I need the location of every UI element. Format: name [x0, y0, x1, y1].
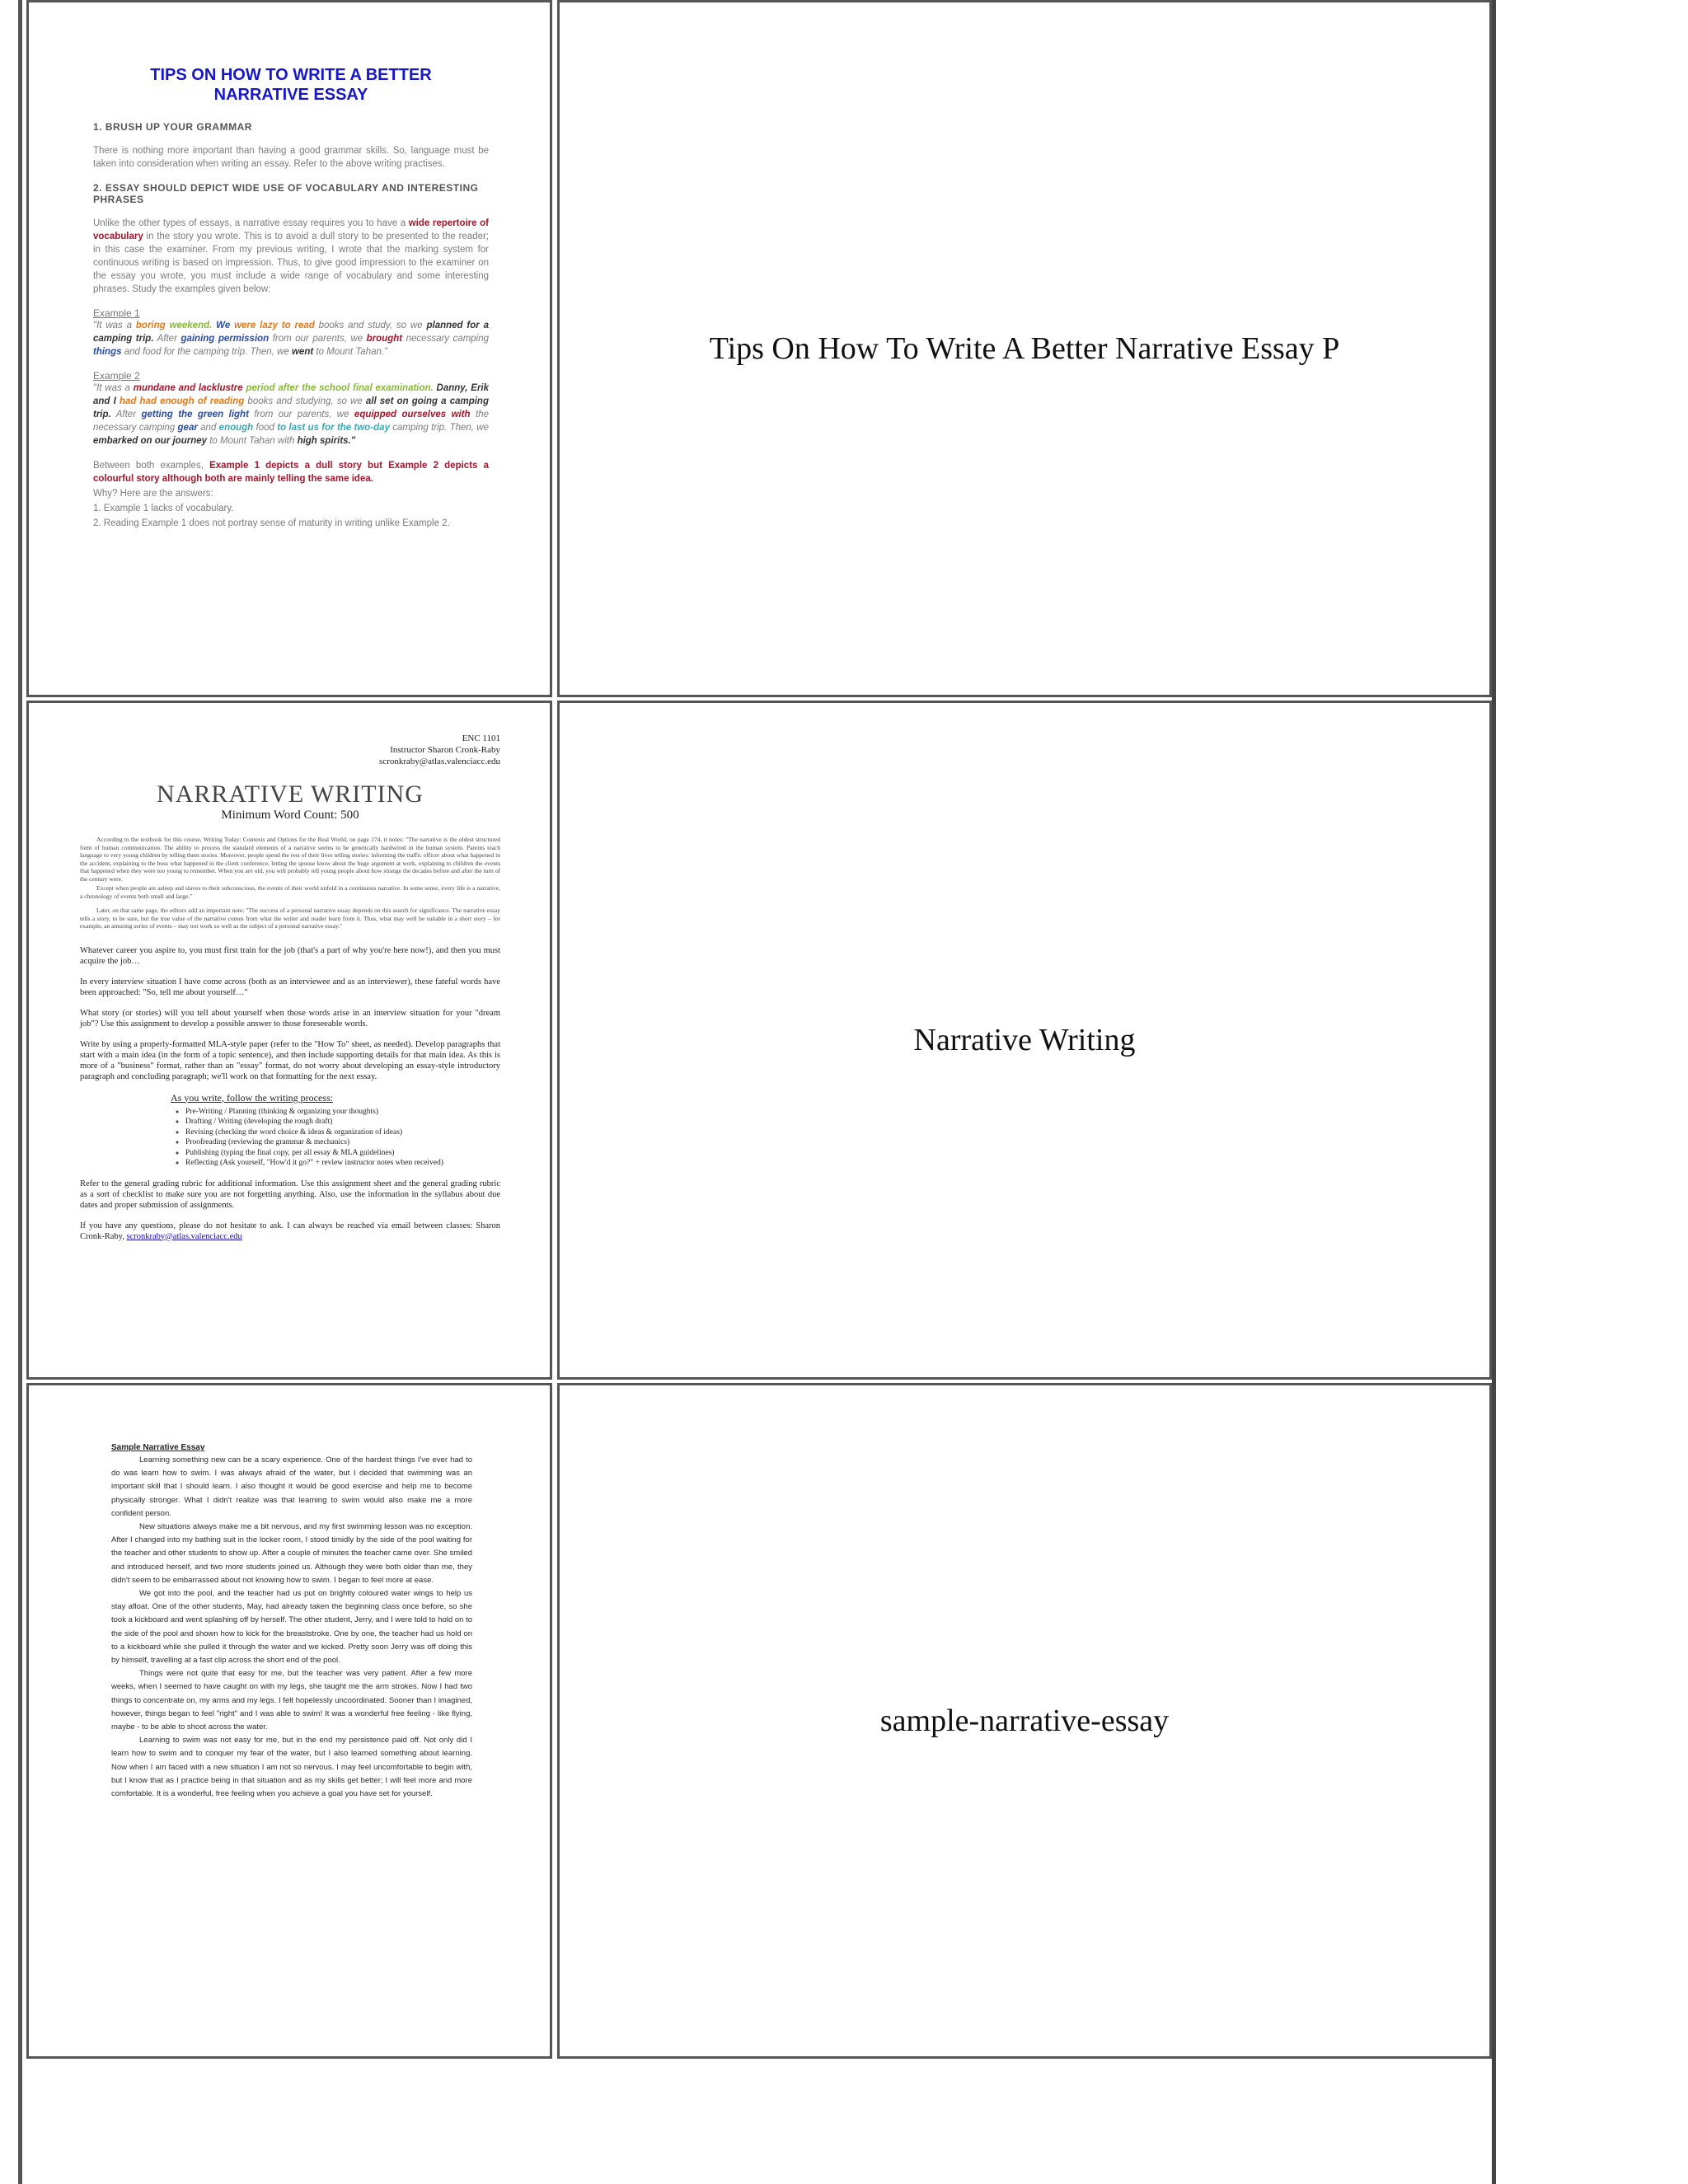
text-span: Unlike the other types of essays, a narrative essay requires you to have a	[93, 218, 406, 228]
gallery-row	[26, 701, 1492, 1380]
highlight-span: Danny, Erik and I	[93, 383, 490, 406]
paragraph	[93, 459, 489, 485]
paragraph: There is nothing more important than having a good grammar skills. So, language must be taken into consideration when writing an essay. Refer to the above writing practises.	[93, 146, 489, 169]
caption-cell[interactable]	[557, 0, 1492, 697]
highlight-span: brought	[366, 334, 403, 344]
writing-process-list	[171, 1092, 500, 1169]
text-span: books and study, so we	[314, 321, 427, 330]
highlight-span: all set on going a camping trip.	[93, 396, 489, 419]
paragraph: Whatever career you aspire to, you must first train for the job (that's a part of why you're here now!), and then you must acquire the job…	[80, 945, 500, 966]
list-item: ◦ Publishing (typing the final copy, per all essay & MLA guidelines)	[185, 1148, 500, 1159]
highlight-span: boring	[135, 321, 166, 330]
instructor-email: scronkraby@atlas.valenciacc.edu	[379, 757, 500, 766]
example-1-text	[93, 319, 489, 359]
caption-cell[interactable]	[557, 1383, 1492, 2059]
thumbnail-tips-narrative-essay[interactable]	[26, 0, 552, 697]
paragraph: Later, on that same page, the editors add an important note: "The success of a personal narrative essay depends on this search for significance. The narrative essay tells a story, to be sure, but the true value of the narrative comes from what the writer and reader learn from it. Thus, what may well be suitable in a short story – for example, an amusing series of events – may not work so well as the subject of a personal narrative essay."	[80, 907, 500, 930]
highlight-span: gaining permission	[181, 334, 270, 344]
text-span: After	[153, 334, 181, 344]
example-label: Example 2	[93, 370, 140, 382]
doc-title-line2: NARRATIVE ESSAY	[213, 86, 368, 104]
paragraph: What story (or stories) will you tell about yourself when those words arise in an interview situation for your "dream job"? Use this assignment to develop a possible answer to those foreseeable words.	[80, 1008, 500, 1029]
list-item: ◦ Pre-Writing / Planning (thinking & organizing your thoughts)	[185, 1107, 500, 1118]
paragraph: We got into the pool, and the teacher had us put on brightly coloured water wings to help us stay afloat. One of the other students, May, had already taken the beginning class once before, so she took a kickboard and went splashing off by herself. The other student, Jerry, and I were told to hold on to the side of the pool and shown how to kick for the breaststroke. One by one, the teacher had us hold on to a kickboard while she pulled it through the water and we kicked. Pretty soon Jerry was off doing this by himself, travelling at a fast clip across the short end of the pool.	[111, 1589, 472, 1666]
thumbnail-narrative-writing[interactable]	[26, 701, 552, 1380]
section-heading: 2. ESSAY SHOULD DEPICT WIDE USE OF VOCABULARY AND INTERESTING PHRASES	[93, 182, 479, 205]
doc-title: NARRATIVE WRITING	[157, 780, 424, 808]
text-span: the necessary camping	[93, 410, 490, 433]
highlight-span: Example 1 depicts a dull story but Example 2 depicts a colourful story although both are mainly telling the same idea.	[93, 461, 489, 484]
page-frame-right-border	[1492, 0, 1496, 2184]
highlight-span: We	[212, 321, 235, 330]
highlight-span: wide repertoire of vocabulary	[93, 218, 489, 241]
text-span: and	[197, 423, 219, 433]
gallery-row	[26, 1383, 1492, 2059]
document-preview	[111, 1443, 472, 1801]
image-caption[interactable]: Tips On How To Write A Better Narrative Essay P	[709, 331, 1340, 366]
paragraph	[93, 217, 489, 296]
highlight-span: getting the green light	[141, 410, 249, 419]
text-span: to Mount Tahan with	[207, 436, 298, 446]
highlight-span: were lazy to read	[234, 321, 315, 330]
paragraph: Learning something new can be a scary experience. One of the hardest things I've ever had to do was learn how to swim. I was always afraid of the water, but I decided that swimming was an important skill that I should learn. I also thought it would be good exercise and help me to become physically stronger. What I didn't realize was that learning to swim would also make me a more confident person.	[111, 1455, 472, 1518]
list-item: ◦ Revising (checking the word choice & ideas & organization of ideas)	[185, 1127, 500, 1138]
text-span: from our parents, we	[269, 334, 367, 344]
text-span: Between both examples,	[93, 461, 204, 471]
list-item: 2. Reading Example 1 does not portray sense of maturity in writing unlike Example 2.	[93, 518, 450, 528]
example-2-text	[93, 382, 489, 448]
highlight-span: high spirits."	[297, 436, 356, 446]
highlight-span: to last us for the two-day	[277, 423, 390, 433]
text-span: food	[253, 423, 278, 433]
text-span: After	[110, 410, 142, 419]
list-item: ◦ Drafting / Writing (developing the rough draft)	[185, 1117, 500, 1127]
page-frame-left-border	[18, 0, 22, 2184]
paragraph	[80, 1221, 500, 1242]
paragraph: Refer to the general grading rubric for additional information. Use this assignment sheet and the general grading rubric as a sort of checklist to make sure you are not forgetting anything. Also, use the information in the syllabus about due dates and proper submission of assignments.	[80, 1179, 500, 1210]
text-span: from our parents, we	[248, 410, 354, 419]
thumbnail-sample-narrative-essay[interactable]	[26, 1383, 552, 2059]
paragraph: Write by using a properly-formatted MLA-style paper (refer to the "How To" sheet, as needed). Develop paragraphs that start with a main idea (in the form of a topic sentence), and then include supporting details for that main idea. As this is more of a "business" format, rather than an "essay" format, do not worry about developing an essay-style introductory paragraph and concluding paragraph; we'll work on that formatting for the next essay.	[80, 1039, 500, 1081]
course-code: ENC 1101	[462, 733, 500, 743]
list-item: 1. Example 1 lacks of vocabulary.	[93, 504, 234, 513]
text-span: to Mount Tahan."	[313, 347, 388, 357]
paragraph: Learning to swim was not easy for me, but in the end my persistence paid off. Not only did I learn how to swim and to conquer my fear of the water, but I also learned something about learning. Now when I am faced with a new situation I am not so nervous. I may feel uncomfortable to begin with, but I know that as I practice being in that situation and as my skills get better; I will feel more and more comfortable. It is a wonderful, free feeling when you achieve a goal you have set for yourself.	[111, 1736, 472, 1799]
highlight-span: had had enough of reading	[119, 396, 245, 406]
highlight-span: period after the school final examination.	[246, 383, 434, 393]
doc-title: Sample Narrative Essay	[111, 1443, 205, 1452]
highlight-span: equipped ourselves with	[354, 410, 471, 419]
section-heading: 1. BRUSH UP YOUR GRAMMAR	[93, 121, 252, 133]
highlight-span: mundane and lacklustre	[133, 383, 243, 393]
gallery-row	[26, 0, 1492, 697]
process-heading: As you write, follow the writing process:	[171, 1091, 333, 1104]
document-preview	[93, 65, 489, 541]
highlight-span: weekend.	[169, 321, 213, 330]
text-span: "It was a	[93, 321, 136, 330]
paragraph: According to the textbook for this course, Writing Today: Contexts and Options for the Real World, on page 174, it notes: "The narrative is the oldest structured form of human communication. The ability to process the standard elements of a narrative seems to be genetically hardwired in the human system. Parents teach language to very young children by telling them stories. Moreover, people spend the rest of their lives telling stories: informing the traffic officer about what happened in the accident, explaining to the boss what happened in the client conference, letting the spouse know about the huge argument at work, explaining to children the events that happened when they were too young to remember. When you are old, you will probably tell young people about how strange the decades before and after the turn of the century were.	[80, 836, 500, 883]
text-span: necessary camping	[402, 334, 490, 344]
paragraph: New situations always make me a bit nervous, and my first swimming lesson was no exception. After I changed into my bathing suit in the locker room, I stood timidly by the side of the pool waiting for the teacher and other students to show up. After a couple of minutes the teacher came over. She smiled and introduced herself, and two more students joined us. Although they were both older than me, they didn't seem to be embarrassed about not knowing how to swim. I began to feel more at ease.	[111, 1522, 472, 1585]
text-span: "It was a	[93, 383, 134, 393]
instructor-name: Instructor Sharon Cronk-Raby	[390, 745, 500, 755]
paragraph: Why? Here are the answers:	[93, 489, 213, 499]
highlight-span: things	[93, 347, 122, 357]
text-span: and food for the camping trip. Then, we	[121, 347, 292, 357]
highlight-span: embarked on our journey	[93, 436, 208, 446]
doc-title-line1: TIPS ON HOW TO WRITE A BETTER	[150, 66, 432, 84]
caption-cell[interactable]	[557, 701, 1492, 1380]
text-span: camping trip. Then, we	[389, 423, 490, 433]
doc-subtitle: Minimum Word Count: 500	[221, 808, 359, 822]
text-span: If you have any questions, please do not hesitate to ask. I can always be reached via email between classes: Sharon Cronk-Raby,	[80, 1221, 500, 1241]
highlight-span: went	[291, 347, 314, 357]
paragraph: Things were not quite that easy for me, but the teacher was very patient. After a few more weeks, when I seemed to have caught on with my legs, she taught me the arm strokes. Now I had two things to concentrate on, my arms and my legs. I felt hopelessly uncoordinated. Sooner than I imagined, however, things began to feel "right" and I was able to swim! It was a wonderful free feeling - like flying, maybe - to be able to shoot across the water.	[111, 1669, 472, 1732]
highlight-span: gear	[177, 423, 198, 433]
highlight-span: planned for a camping trip.	[93, 321, 489, 344]
image-caption[interactable]: Narrative Writing	[913, 1023, 1136, 1057]
image-caption[interactable]: sample-narrative-essay	[879, 1704, 1170, 1738]
list-item: ◦ Proofreading (reviewing the grammar & mechanics)	[185, 1137, 500, 1148]
example-label: Example 1	[93, 307, 140, 319]
paragraph: Except when people are asleep and slaves to their subconscious, the events of their world unfold in a continuous narrative. In some sense, every life is a narrative, a chronology of events both small and large."	[80, 884, 500, 900]
list-item: ◦ Reflecting (Ask yourself, "How'd it go?" + review instructor notes when received)	[185, 1158, 500, 1169]
paragraph: In every interview situation I have come across (both as an interviewee and as an interviewer), these fateful words have been approached: "So, tell me about yourself…"	[80, 977, 500, 997]
highlight-span: enough	[218, 423, 254, 433]
email-link[interactable]: scronkraby@atlas.valenciacc.edu	[126, 1231, 242, 1241]
text-span: books and studying, so we	[244, 396, 366, 406]
document-preview	[80, 733, 500, 1252]
text-span: in the story you wrote. This is to avoid a dull story to be presented to the reader; in this case the examiner. From my previous writing, I wrote that the marking system for continuous writing is based on impression. Thus, to give good impression to the examiner on the essay you wrote, you must include a wide range of vocabulary and some interesting phrases. Study the examples given below:	[93, 232, 490, 294]
